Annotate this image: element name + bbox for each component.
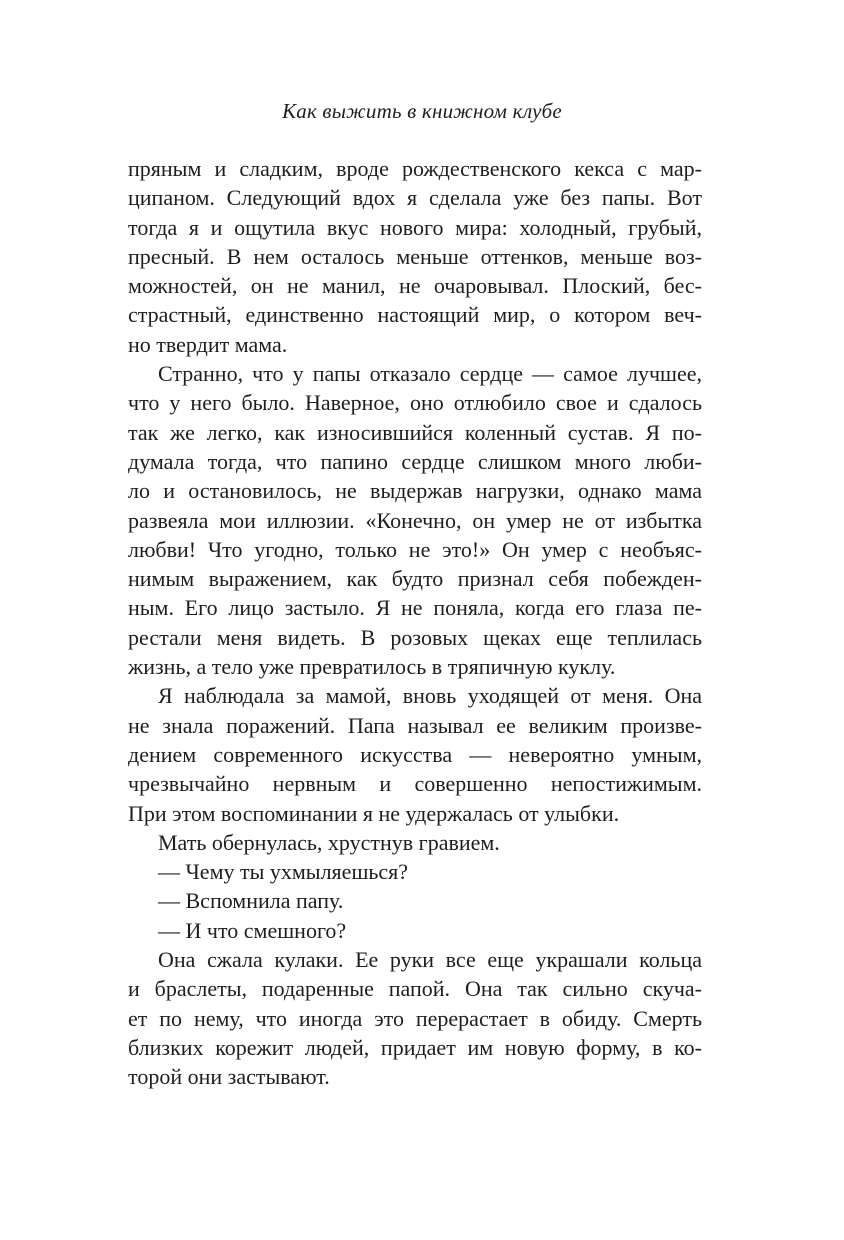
text-line: страстный, единственно настоящий мир, о котором веч- [128,302,702,328]
text-line: Странно, что у папы отказало сердце — самое лучшее, [158,361,702,387]
text-line: — Чему ты ухмыляешься? [158,859,409,885]
text-line: не знала поражений. Папа называл ее великим произве- [128,712,702,738]
text-line: ло и остановилось, не выдержав нагрузки, однако мама [128,478,702,504]
text-line: — Вспомнила папу. [158,888,344,914]
text-line: нимым выражением, как будто признал себя побежден- [128,566,702,592]
text-line: близких корежит людей, придает им новую форму, в ко- [128,1034,702,1060]
text-line: чрезвычайно нервным и совершенно непостижимым. [128,771,702,797]
running-head: Как выжить в книжном клубе [282,99,562,123]
text-line: но твердит мама. [128,331,288,357]
text-line: и браслеты, подаренные папой. Она так сильно скуча- [128,976,702,1002]
text-line: тогда я и ощутила вкус нового мира: холодный, грубый, [128,214,702,240]
text-line: Она сжала кулаки. Ее руки все еще украшали кольца [158,947,702,973]
text-line: дением современного искусства — невероятно умным, [128,741,702,767]
text-line: думала тогда, что папино сердце слишком много люби- [128,448,702,474]
text-line: Я наблюдала за мамой, вновь уходящей от меня. Она [158,683,702,709]
text-line: Мать обернулась, хрустнув гравием. [158,829,500,855]
text-line: ципаном. Следующий вдох я сделала уже без папы. Вот [128,185,702,211]
text-line: любви! Что угодно, только не это!» Он умер с необъяс- [128,536,702,562]
body-text [128,154,702,1092]
text-line: развеяла мои иллюзии. «Конечно, он умер не от избытка [128,507,702,533]
text-line: ет по нему, что иногда это перерастает в обиду. Смерть [128,1005,702,1031]
text-line: — И что смешного? [158,917,347,943]
text-line: ным. Его лицо застыло. Я не поняла, когда его глаза пе- [128,595,702,621]
text-line: так же легко, как износившийся коленный сустав. Я по- [128,419,702,445]
text-line: При этом воспоминании я не удержалась от улыбки. [128,800,620,826]
text-line: жизнь, а тело уже превратилось в тряпичную куклу. [128,654,616,680]
text-line: пряным и сладким, вроде рождественского кекса с мар- [128,156,702,181]
text-line: можностей, он не манил, не очаровывал. Плоский, бес- [128,273,702,299]
text-line: что у него было. Наверное, оно отлюбило свое и сдалось [128,390,702,416]
text-line: пресный. В нем осталось меньше оттенков, меньше воз- [128,243,702,269]
text-line: рестали меня видеть. В розовых щеках еще теплилась [128,624,702,650]
text-line: торой они застывают. [128,1064,330,1090]
